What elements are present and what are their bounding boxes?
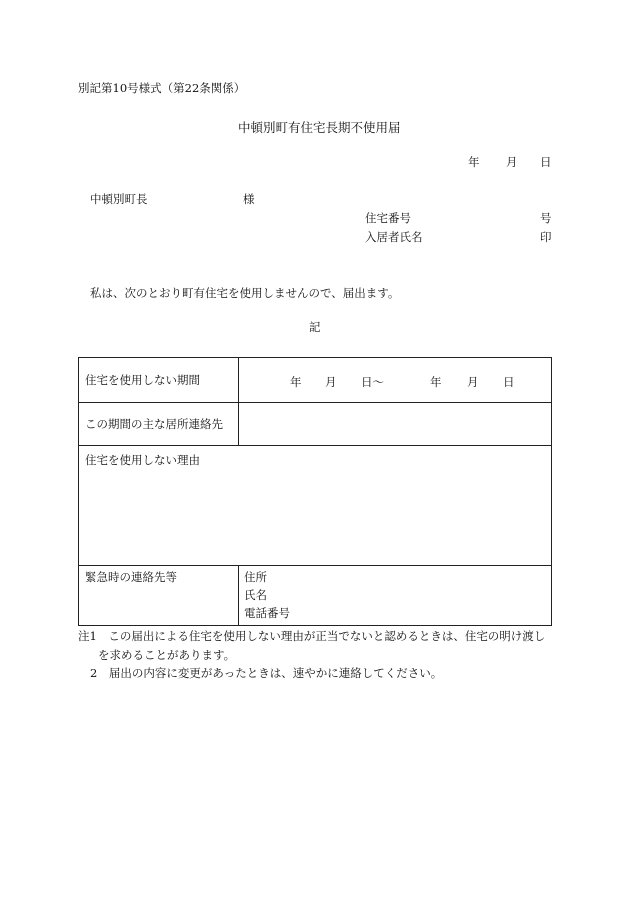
- date-year: 年: [468, 155, 480, 169]
- emergency-label: 緊急時の連絡先等: [85, 570, 177, 584]
- period-label: 住宅を使用しない期間: [85, 373, 200, 387]
- form-reference: 別記第10号様式（第22条関係）: [78, 81, 246, 95]
- emergency-field[interactable]: [239, 566, 552, 626]
- period-fields: [239, 358, 551, 402]
- note-1-line-2: を求めることがあります。: [98, 648, 236, 662]
- reason-field[interactable]: [79, 446, 552, 566]
- period-to-year: 年: [430, 375, 442, 389]
- emergency-field-labels: [239, 566, 551, 622]
- statement-text: 私は、次のとおり町有住宅を使用しませんので、届出ます。: [90, 286, 400, 300]
- period-from-day: 日〜: [361, 375, 384, 389]
- period-from-month: 月: [325, 375, 337, 389]
- emergency-name-label: 氏名: [244, 588, 267, 602]
- seal-mark: 印: [540, 230, 552, 244]
- ki-mark: 記: [309, 320, 321, 334]
- period-row: [79, 358, 552, 403]
- addressee-name: 中頓別町長: [90, 192, 148, 206]
- addressee-honorific: 様: [243, 192, 255, 206]
- document-title: 中頓別町有住宅長期不使用届: [238, 120, 401, 135]
- emergency-row: [79, 566, 552, 626]
- house-number-suffix: 号: [540, 211, 552, 225]
- contact-row: [79, 403, 552, 446]
- date-day: 日: [540, 155, 552, 169]
- period-to-day: 日: [503, 375, 515, 389]
- emergency-address-label: 住所: [244, 570, 267, 584]
- form-table: [78, 357, 552, 626]
- reason-row: [79, 446, 552, 566]
- house-number-label: 住宅番号: [365, 211, 411, 225]
- contact-label: この期間の主な居所連絡先: [85, 417, 223, 431]
- contact-value-field[interactable]: [239, 403, 552, 446]
- resident-name-label: 入居者氏名: [365, 230, 423, 244]
- note-2: 2 届出の内容に変更があったときは、速やかに連絡してください。: [90, 666, 443, 680]
- date-month: 月: [506, 155, 518, 169]
- period-to-month: 月: [467, 375, 479, 389]
- period-from-year: 年: [290, 375, 302, 389]
- reason-label: 住宅を使用しない理由: [85, 453, 200, 467]
- note-1-line-1: 注1 この届出による住宅を使用しない理由が正当でないと認めるときは、住宅の明け渡し: [78, 629, 546, 643]
- emergency-phone-label: 電話番号: [244, 606, 290, 620]
